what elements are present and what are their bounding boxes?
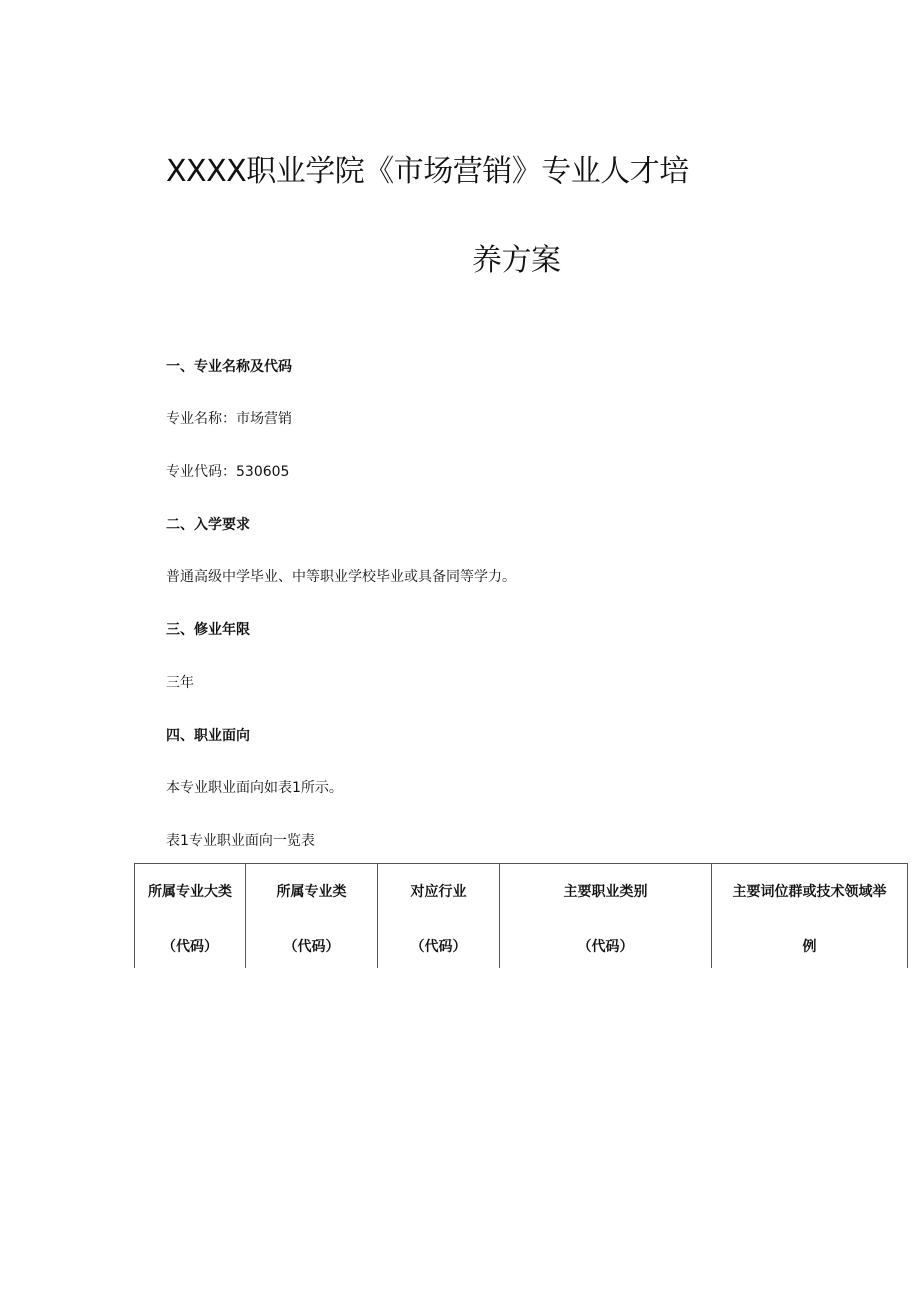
table-header-cell bbox=[135, 864, 246, 969]
header-label: 所属专业大类 bbox=[148, 884, 232, 900]
table-caption: 表1专业职业面向一览表 bbox=[166, 833, 315, 849]
header-sublabel: （代码） bbox=[283, 939, 340, 955]
header-sublabel: （代码） bbox=[577, 939, 634, 955]
document-title-line-2: 养方案 bbox=[472, 243, 561, 278]
header-sublabel: （代码） bbox=[162, 939, 218, 955]
table-header-cell bbox=[712, 864, 908, 969]
table-header-cell bbox=[500, 864, 712, 969]
table-header-row bbox=[135, 864, 908, 969]
header-label: 对应行业 bbox=[410, 884, 467, 900]
table-header-cell bbox=[246, 864, 378, 969]
header-sublabel: （代码） bbox=[410, 939, 467, 955]
table-header-cell bbox=[378, 864, 500, 969]
major-code-text: 专业代码：530605 bbox=[166, 464, 290, 480]
header-label: 主要词位群或技术领域举 bbox=[732, 884, 887, 900]
duration-text: 三年 bbox=[166, 675, 194, 691]
document-title-line-1: XXXX职业学院《市场营销》专业人才培 bbox=[166, 154, 689, 189]
header-label: 所属专业类 bbox=[276, 884, 347, 900]
career-orientation-table bbox=[134, 863, 908, 968]
section-heading-admission: 二、入学要求 bbox=[166, 517, 250, 533]
major-name-text: 专业名称：市场营销 bbox=[166, 411, 292, 427]
section-heading-duration: 三、修业年限 bbox=[166, 622, 250, 638]
section-heading-career: 四、职业面向 bbox=[166, 728, 250, 744]
career-intro-text: 本专业职业面向如表1所示。 bbox=[166, 780, 343, 796]
admission-requirement-text: 普通高级中学毕业、中等职业学校毕业或具备同等学力。 bbox=[166, 569, 516, 585]
header-sublabel: 例 bbox=[802, 939, 817, 955]
header-label: 主要职业类别 bbox=[563, 884, 648, 900]
section-heading-name-code: 一、专业名称及代码 bbox=[166, 359, 292, 375]
